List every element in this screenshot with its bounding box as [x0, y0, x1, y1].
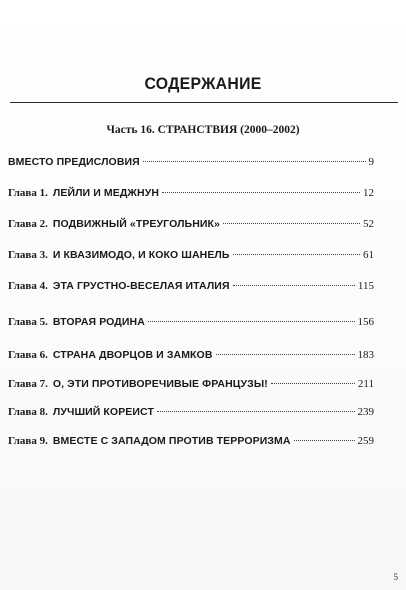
toc-entry[interactable]: [8, 376, 374, 392]
toc-entry-page: 259: [357, 435, 374, 447]
toc-entry-page: 61: [363, 249, 374, 261]
toc-entry[interactable]: [8, 404, 374, 420]
dot-leader: [157, 411, 355, 412]
toc-entry[interactable]: [8, 247, 374, 263]
part-heading: Часть 16. СТРАНСТВИЯ (2000–2002): [106, 124, 300, 136]
toc-entry-page: 9: [368, 156, 374, 168]
toc-entry[interactable]: [8, 433, 374, 449]
toc-entry-page: 239: [357, 406, 374, 418]
toc-entry-title: ЭТА ГРУСТНО-ВЕСЕЛАЯ ИТАЛИЯ: [52, 280, 230, 292]
toc-entry-page: 183: [357, 349, 374, 361]
toc-entry-label: Глава 8.: [8, 406, 48, 418]
toc-entry-page: 12: [363, 187, 374, 199]
toc-entry[interactable]: [8, 185, 374, 201]
dot-leader: [162, 192, 360, 193]
toc-entry-page: 156: [357, 316, 374, 328]
dot-leader: [216, 354, 355, 355]
dot-leader: [233, 285, 355, 286]
toc-entry-label: Глава 4.: [8, 280, 48, 292]
toc-entry-page: 211: [357, 378, 374, 390]
dot-leader: [223, 223, 360, 224]
toc-entry[interactable]: [8, 314, 374, 330]
toc-entry-title: О, ЭТИ ПРОТИВОРЕЧИВЫЕ ФРАНЦУЗЫ!: [52, 378, 268, 390]
dot-leader: [233, 254, 360, 255]
toc-entry-title: СТРАНА ДВОРЦОВ И ЗАМКОВ: [52, 349, 213, 361]
toc-entry-label: Глава 3.: [8, 249, 48, 261]
heading-rule: [10, 102, 398, 103]
page-number: 5: [393, 572, 398, 582]
toc-entry-title: И КВАЗИМОДО, И КОКО ШАНЕЛЬ: [52, 249, 230, 261]
toc-entry[interactable]: [8, 347, 374, 363]
toc-entry-title: ЛЕЙЛИ И МЕДЖНУН: [52, 187, 160, 199]
page-title: СОДЕРЖАНИЕ: [144, 74, 262, 93]
toc-entry-title: ВМЕСТО ПРЕДИСЛОВИЯ: [8, 156, 140, 168]
dot-leader: [143, 161, 366, 162]
dot-leader: [271, 383, 355, 384]
toc-entry-label: Глава 1.: [8, 187, 48, 199]
toc-entry[interactable]: [8, 154, 374, 170]
toc-entry-title: ПОДВИЖНЫЙ «ТРЕУГОЛЬНИК»: [52, 218, 220, 230]
toc-entry-label: Глава 6.: [8, 349, 48, 361]
toc-entry-page: 115: [357, 280, 374, 292]
dot-leader: [294, 440, 355, 441]
toc-entry-page: 52: [363, 218, 374, 230]
toc-entry-title: ВМЕСТЕ С ЗАПАДОМ ПРОТИВ ТЕРРОРИЗМА: [52, 435, 291, 447]
dot-leader: [148, 321, 355, 322]
toc-entry-label: Глава 5.: [8, 316, 48, 328]
toc-entry-label: Глава 9.: [8, 435, 48, 447]
toc-entry-label: Глава 2.: [8, 218, 48, 230]
toc-entry-label: Глава 7.: [8, 378, 48, 390]
toc-entry[interactable]: [8, 216, 374, 232]
toc-entry-title: ВТОРАЯ РОДИНА: [52, 316, 145, 328]
toc-entry-title: ЛУЧШИЙ КОРЕИСТ: [52, 406, 154, 418]
toc-entry[interactable]: [8, 278, 374, 294]
